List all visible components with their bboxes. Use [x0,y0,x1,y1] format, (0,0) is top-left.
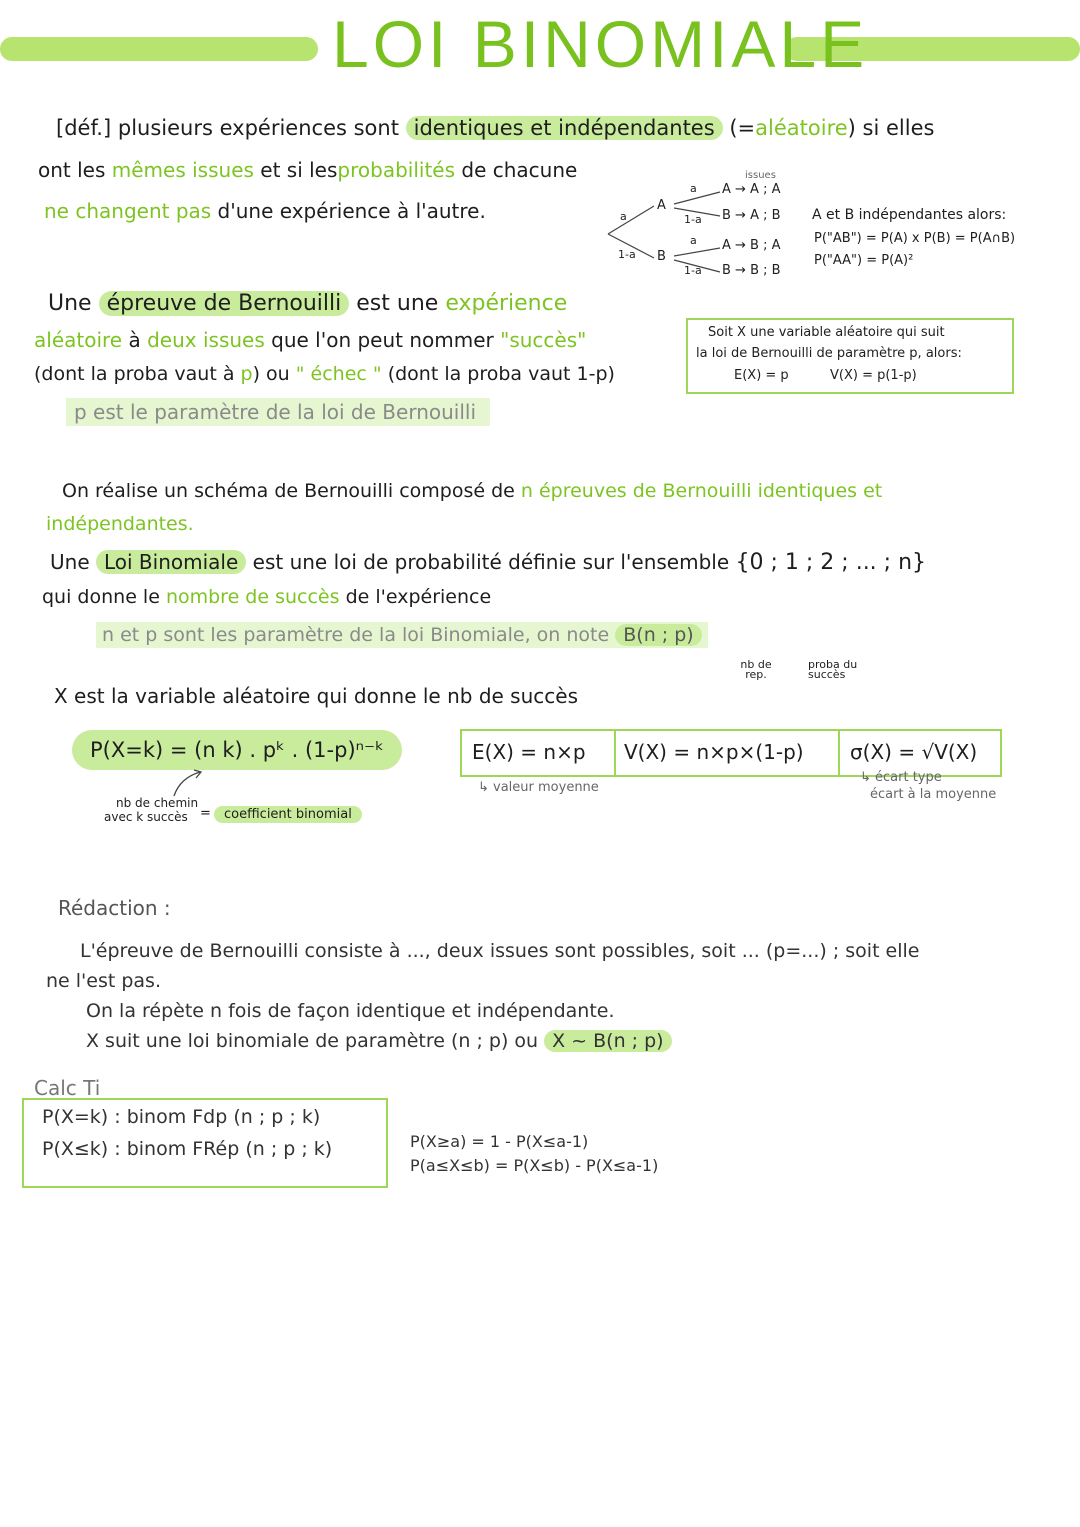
pmf-formula: P(X=k) = (n k) . pᵏ . (1-p)ⁿ⁻ᵏ [72,730,402,770]
tree-sub-branch-1a-1: 1-a [684,213,702,226]
expectation-formula: E(X) = n×p [472,740,586,764]
tree-leaf: A → A ; A [722,182,781,197]
schema-line-3: Une Loi Binomiale est une loi de probabilité définie sur l'ensemble {0 ; 1 ; 2 ; ... ; n} [50,550,927,575]
binomial-notation-highlight: B(n ; p) [615,624,701,646]
def-highlight: identiques et indépendantes [406,116,723,140]
redaction-line-3: On la répète n fois de façon identique et indépendante. [86,1000,615,1022]
bernoulli-box-line-1: Soit X une variable aléatoire qui suit [708,325,945,340]
redaction-line-2: ne l'est pas. [46,970,161,992]
schema-line-1: On réalise un schéma de Bernouilli composé de n épreuves de Bernouilli identiques et [62,480,883,502]
calc-rule-2: P(a≤X≤b) = P(X≤b) - P(X≤a-1) [410,1156,659,1175]
schema-line-5: n et p sont les paramètre de la loi Binomiale, on note B(n ; p) [96,622,708,648]
definition-line-1: [déf.] plusieurs expériences sont identiques et indépendantes (=aléatoire) si elles [56,116,935,140]
bernoulli-line-2: aléatoire à deux issues que l'on peut nommer "succès" [34,328,587,352]
variance-formula: V(X) = n×p×(1-p) [624,740,804,764]
tree-leaf: A → B ; A [722,238,781,253]
calc-line-1: P(X=k) : binom Fdp (n ; p ; k) [42,1106,321,1128]
std-dev-note-2: écart à la moyenne [870,787,997,802]
bernoulli-line-3: (dont la proba vaut à p) ou " échec " (dont la proba vaut 1-p) [34,363,615,385]
random-variable-intro: X est la variable aléatoire qui donne le nb de succès [54,684,578,708]
tree-leaf: B → B ; B [722,263,781,278]
coef-binomial-highlight: coefficient binomial [214,806,362,823]
annotation-nb-rep: nb de rep. [740,658,772,681]
redaction-line-4: X suit une loi binomiale de paramètre (n ; p) ou X ~ B(n ; p) [86,1030,672,1052]
definition-line-3: ne changent pas d'une expérience à l'autre. [44,199,486,223]
expectation-note: ↳ valeur moyenne [478,780,599,795]
tree-node-a: A [657,198,666,213]
schema-line-4: qui donne le nombre de succès de l'expérience [42,586,492,608]
bernoulli-box-variance: V(X) = p(1-p) [830,368,917,383]
tree-sub-branch-a-1: a [690,182,697,195]
tree-note-line-3: P("AA") = P(A)² [814,253,914,268]
bernoulli-parameter-note: p est le paramètre de la loi de Bernouilli [66,398,490,426]
redaction-notation-highlight: X ~ B(n ; p) [544,1030,671,1052]
redaction-line-1: L'épreuve de Bernouilli consiste à ..., deux issues sont possibles, soit ... (p=...) ; soit elle [80,940,920,962]
redaction-heading: Rédaction : [58,896,171,920]
def-tag: [déf.] [56,116,112,140]
page-title: LOI BINOMIALE [332,7,869,81]
tree-leaf: B → A ; B [722,208,781,223]
loi-binomiale-highlight: Loi Binomiale [96,550,246,574]
coef-label-1: nb de chemin [116,796,199,810]
calc-rule-1: P(X≥a) = 1 - P(X≤a-1) [410,1132,589,1151]
std-dev-note-1: ↳ écart type [860,770,942,785]
title-bar-left [0,37,318,61]
tree-note-line-2: P("AB") = P(A) x P(B) = P(A∩B) [814,231,1016,246]
std-dev-formula: σ(X) = √V(X) [850,740,978,764]
tree-branch-a: a [620,210,627,223]
coef-label-2: avec k succès [104,810,188,824]
calc-line-2: P(X≤k) : binom FRép (n ; p ; k) [42,1138,333,1160]
coef-equals: = [200,806,211,821]
bernoulli-box-line-2: la loi de Bernouilli de paramètre p, alors: [696,346,962,361]
tree-sub-branch-a-2: a [690,234,697,247]
tree-node-b: B [657,249,666,264]
definition-line-2: ont les mêmes issues et si lesprobabilités de chacune [38,158,578,182]
tree-sub-branch-1a-2: 1-a [684,264,702,277]
bernoulli-line-1: Une épreuve de Bernouilli est une expérience [48,291,568,316]
tree-note-line-1: A et B indépendantes alors: [812,207,1007,223]
stats-divider-1 [614,729,616,775]
schema-line-2: indépendantes. [46,513,194,535]
tree-issues-label: issues [745,170,776,181]
bernoulli-box-expectation: E(X) = p [734,368,789,383]
stats-divider-2 [838,729,840,775]
annotation-proba-succes: proba du succès [808,658,858,681]
calc-heading: Calc Ti [34,1076,101,1100]
tree-branch-1a: 1-a [618,248,636,261]
bernoulli-highlight: épreuve de Bernouilli [99,291,350,316]
